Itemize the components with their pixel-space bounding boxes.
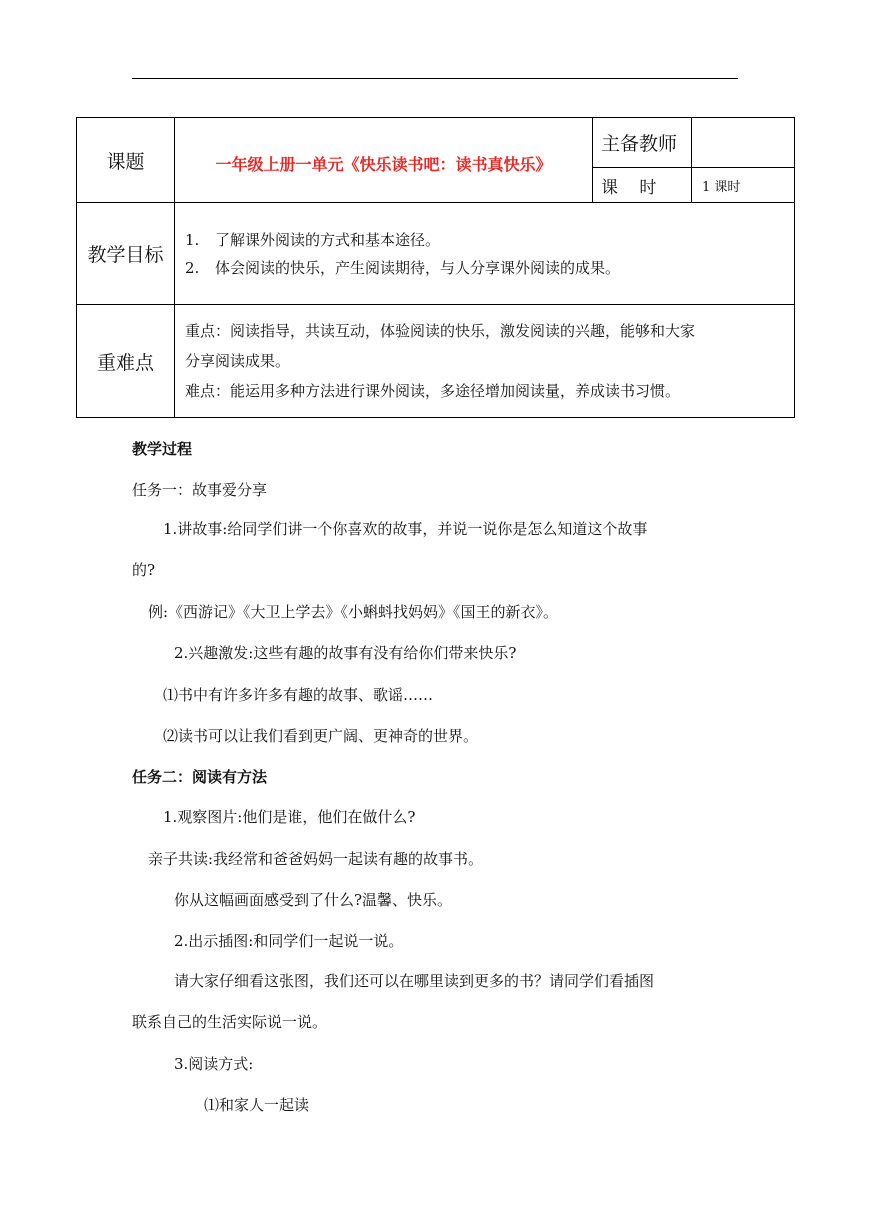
task1-sub1: ⑴书中有许多许多有趣的故事、歌谣…… (163, 686, 434, 704)
task2-item3: 3.阅读方式: (174, 1055, 254, 1073)
focus-key-line-cont: 分享阅读成果。 (185, 352, 291, 370)
task2-feel: 你从这幅画面感受到了什么?温馨、快乐。 (174, 891, 453, 909)
task2-parent: 亲子共读:我经常和爸爸妈妈一起读有趣的故事书。 (148, 850, 484, 868)
focus-content (175, 305, 795, 418)
focus-key-line: 重点：阅读指导，共读互动，体验阅读的快乐，激发阅读的兴趣，能够和大家 (185, 322, 696, 340)
header-rule (132, 78, 738, 79)
task1-item1: 1.讲故事:给同学们讲一个你喜欢的故事，并说一说你是怎么知道这个故事 (163, 520, 648, 538)
topic-label: 课题 (77, 118, 175, 203)
task1-item2: 2.兴趣激发:这些有趣的故事有没有给你们带来快乐? (174, 644, 517, 662)
task1-sub2: ⑵读书可以让我们看到更广阔、更神奇的世界。 (163, 727, 479, 745)
focus-difficult-line: 难点：能运用多种方法进行课外阅读，多途径增加阅读量，养成读书习惯。 (185, 382, 681, 400)
teacher-label: 主备教师 (593, 118, 692, 168)
task2-look-cont: 联系自己的生活实际说一说。 (132, 1013, 328, 1031)
teacher-value (692, 118, 795, 168)
task1-example: 例:《西游记》《大卫上学去》《小蝌蚪找妈妈》《国王的新衣》。 (148, 603, 559, 621)
period-value: 1 课时 (692, 168, 795, 203)
process-heading: 教学过程 (132, 440, 193, 458)
goal-item (185, 226, 786, 254)
goals-content (175, 203, 795, 305)
task2-item2: 2.出示插图:和同学们一起说一说。 (174, 932, 404, 950)
task2-heading: 任务二：阅读有方法 (132, 768, 268, 786)
goal-number: 2. (185, 258, 200, 277)
task2-item1: 1.观察图片:他们是谁，他们在做什么? (163, 808, 416, 826)
task2-look: 请大家仔细看这张图，我们还可以在哪里读到更多的书？请同学们看插图 (174, 972, 655, 990)
focus-label: 重难点 (77, 305, 175, 418)
task1-heading: 任务一：故事爱分享 (132, 481, 268, 499)
goals-label: 教学目标 (77, 203, 175, 305)
period-label: 课 时 (593, 168, 692, 203)
lesson-title: 一年级上册一单元《快乐读书吧：读书真快乐》 (175, 118, 593, 203)
task2-sub1: ⑴和家人一起读 (204, 1096, 310, 1114)
goal-text: 体会阅读的快乐，产生阅读期待，与人分享课外阅读的成果。 (215, 258, 621, 277)
task1-item1-cont: 的? (132, 561, 156, 579)
goal-number: 1. (185, 230, 200, 249)
goal-item (185, 254, 786, 282)
lesson-info-table (76, 117, 795, 418)
goal-text: 了解课外阅读的方式和基本途径。 (215, 230, 441, 249)
